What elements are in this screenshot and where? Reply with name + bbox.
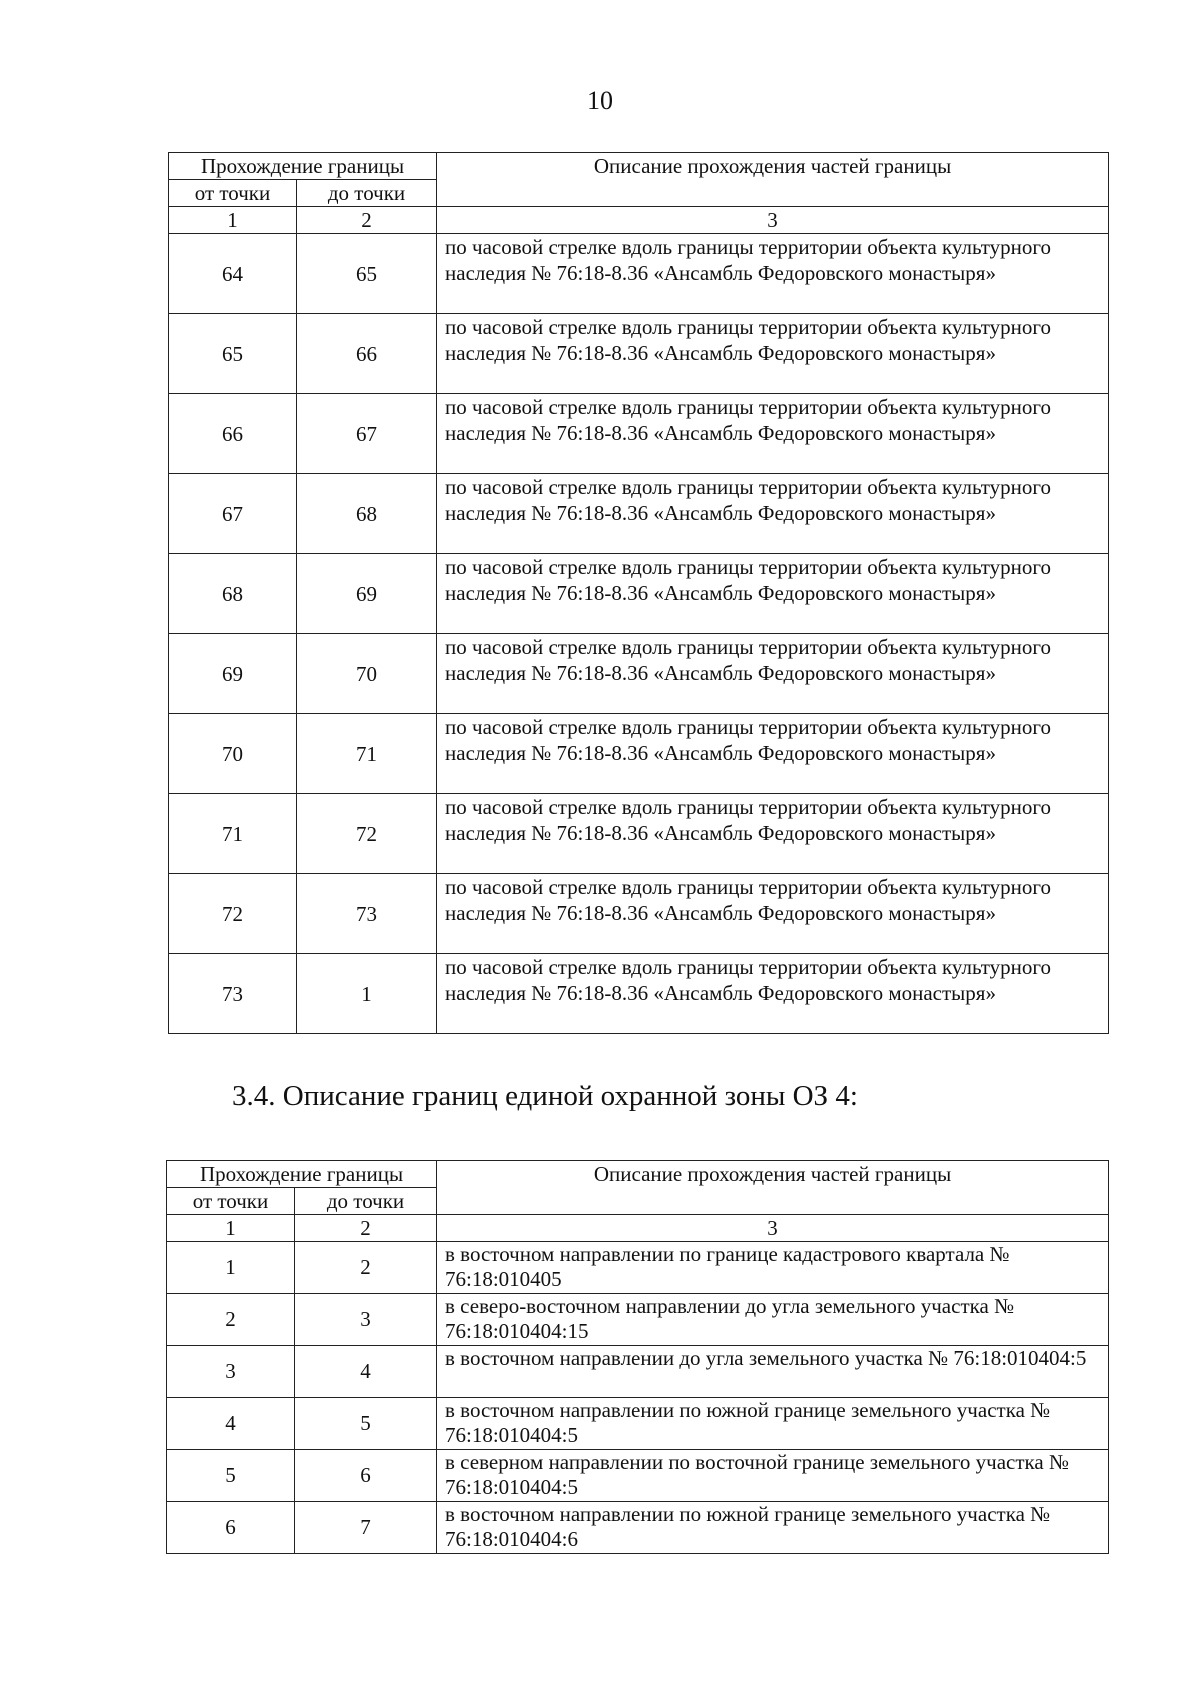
description-cell: по часовой стрелке вдоль границы территории объекта культурного наследия № 76:18-8.36 «Ансамбль Федоровского монастыря» bbox=[437, 314, 1109, 394]
table-row bbox=[169, 714, 1109, 794]
from-point-cell: 1 bbox=[167, 1242, 295, 1294]
to-point-cell: 70 bbox=[297, 634, 437, 714]
table-row bbox=[167, 1450, 1109, 1502]
column-number-3: 3 bbox=[437, 207, 1109, 234]
table-row bbox=[169, 874, 1109, 954]
description-cell: по часовой стрелке вдоль границы территории объекта культурного наследия № 76:18-8.36 «Ансамбль Федоровского монастыря» bbox=[437, 714, 1109, 794]
from-point-cell: 73 bbox=[169, 954, 297, 1034]
table-row bbox=[167, 1242, 1109, 1294]
description-cell: по часовой стрелке вдоль границы территории объекта культурного наследия № 76:18-8.36 «Ансамбль Федоровского монастыря» bbox=[437, 474, 1109, 554]
to-point-cell: 68 bbox=[297, 474, 437, 554]
header-description: Описание прохождения частей границы bbox=[437, 153, 1109, 207]
to-point-cell: 72 bbox=[297, 794, 437, 874]
table-header-row bbox=[169, 153, 1109, 180]
boundary-table-2 bbox=[166, 1160, 1109, 1554]
from-point-cell: 65 bbox=[169, 314, 297, 394]
to-point-cell: 4 bbox=[295, 1346, 437, 1398]
column-number-row bbox=[167, 1215, 1109, 1242]
table-row bbox=[169, 954, 1109, 1034]
description-cell: в восточном направлении до угла земельного участка № 76:18:010404:5 bbox=[437, 1346, 1109, 1398]
from-point-cell: 64 bbox=[169, 234, 297, 314]
description-cell: по часовой стрелке вдоль границы территории объекта культурного наследия № 76:18-8.36 «Ансамбль Федоровского монастыря» bbox=[437, 394, 1109, 474]
description-cell: в северо-восточном направлении до угла земельного участка № 76:18:010404:15 bbox=[437, 1294, 1109, 1346]
table-row bbox=[169, 474, 1109, 554]
page-number: 10 bbox=[587, 86, 613, 115]
description-cell: по часовой стрелке вдоль границы территории объекта культурного наследия № 76:18-8.36 «Ансамбль Федоровского монастыря» bbox=[437, 954, 1109, 1034]
to-point-cell: 1 bbox=[297, 954, 437, 1034]
to-point-cell: 7 bbox=[295, 1502, 437, 1554]
description-cell: по часовой стрелке вдоль границы территории объекта культурного наследия № 76:18-8.36 «Ансамбль Федоровского монастыря» bbox=[437, 234, 1109, 314]
column-number-row bbox=[169, 207, 1109, 234]
to-point-cell: 65 bbox=[297, 234, 437, 314]
to-point-cell: 5 bbox=[295, 1398, 437, 1450]
from-point-cell: 3 bbox=[167, 1346, 295, 1398]
boundary-table-1 bbox=[168, 152, 1109, 1034]
from-point-cell: 72 bbox=[169, 874, 297, 954]
to-point-cell: 67 bbox=[297, 394, 437, 474]
description-cell: в северном направлении по восточной границе земельного участка № 76:18:010404:5 bbox=[437, 1450, 1109, 1502]
column-number-3: 3 bbox=[437, 1215, 1109, 1242]
column-number-1: 1 bbox=[169, 207, 297, 234]
description-cell: по часовой стрелке вдоль границы территории объекта культурного наследия № 76:18-8.36 «Ансамбль Федоровского монастыря» bbox=[437, 554, 1109, 634]
to-point-cell: 3 bbox=[295, 1294, 437, 1346]
table-row bbox=[167, 1294, 1109, 1346]
column-number-1: 1 bbox=[167, 1215, 295, 1242]
to-point-cell: 71 bbox=[297, 714, 437, 794]
description-cell: по часовой стрелке вдоль границы территории объекта культурного наследия № 76:18-8.36 «Ансамбль Федоровского монастыря» bbox=[437, 794, 1109, 874]
table-header-row bbox=[167, 1161, 1109, 1188]
to-point-cell: 69 bbox=[297, 554, 437, 634]
from-point-cell: 67 bbox=[169, 474, 297, 554]
section-title: 3.4. Описание границ единой охранной зоны ОЗ 4: bbox=[232, 1080, 858, 1112]
to-point-cell: 6 bbox=[295, 1450, 437, 1502]
table-row bbox=[169, 314, 1109, 394]
header-to-point: до точки bbox=[295, 1188, 437, 1215]
from-point-cell: 4 bbox=[167, 1398, 295, 1450]
description-cell: по часовой стрелке вдоль границы территории объекта культурного наследия № 76:18-8.36 «Ансамбль Федоровского монастыря» bbox=[437, 874, 1109, 954]
header-description: Описание прохождения частей границы bbox=[437, 1161, 1109, 1215]
from-point-cell: 68 bbox=[169, 554, 297, 634]
table-row bbox=[169, 554, 1109, 634]
from-point-cell: 69 bbox=[169, 634, 297, 714]
table-row bbox=[169, 634, 1109, 714]
to-point-cell: 73 bbox=[297, 874, 437, 954]
from-point-cell: 71 bbox=[169, 794, 297, 874]
to-point-cell: 66 bbox=[297, 314, 437, 394]
table-row bbox=[167, 1502, 1109, 1554]
description-cell: в восточном направлении по южной границе земельного участка № 76:18:010404:5 bbox=[437, 1398, 1109, 1450]
header-boundary-passage: Прохождение границы bbox=[167, 1161, 437, 1188]
table-row bbox=[169, 394, 1109, 474]
header-from-point: от точки bbox=[167, 1188, 295, 1215]
table-row bbox=[167, 1346, 1109, 1398]
to-point-cell: 2 bbox=[295, 1242, 437, 1294]
column-number-2: 2 bbox=[295, 1215, 437, 1242]
table-row bbox=[167, 1398, 1109, 1450]
column-number-2: 2 bbox=[297, 207, 437, 234]
from-point-cell: 5 bbox=[167, 1450, 295, 1502]
header-from-point: от точки bbox=[169, 180, 297, 207]
header-boundary-passage: Прохождение границы bbox=[169, 153, 437, 180]
description-cell: в восточном направлении по южной границе земельного участка № 76:18:010404:6 bbox=[437, 1502, 1109, 1554]
from-point-cell: 6 bbox=[167, 1502, 295, 1554]
table-row bbox=[169, 234, 1109, 314]
table-row bbox=[169, 794, 1109, 874]
from-point-cell: 70 bbox=[169, 714, 297, 794]
header-to-point: до точки bbox=[297, 180, 437, 207]
description-cell: в восточном направлении по границе кадастрового квартала № 76:18:010405 bbox=[437, 1242, 1109, 1294]
from-point-cell: 2 bbox=[167, 1294, 295, 1346]
description-cell: по часовой стрелке вдоль границы территории объекта культурного наследия № 76:18-8.36 «Ансамбль Федоровского монастыря» bbox=[437, 634, 1109, 714]
from-point-cell: 66 bbox=[169, 394, 297, 474]
